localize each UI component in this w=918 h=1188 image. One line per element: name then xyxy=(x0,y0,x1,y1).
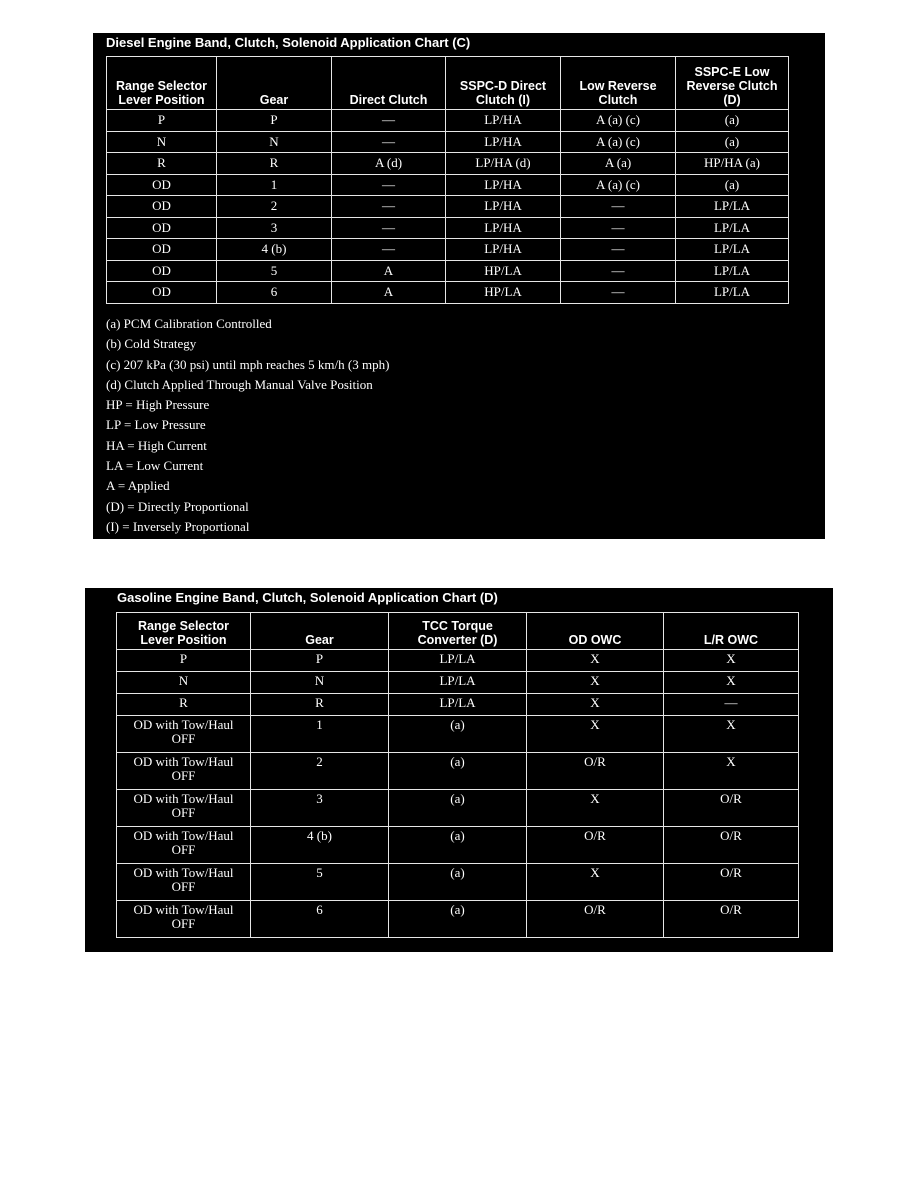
table-cell: P xyxy=(117,650,251,672)
table-cell: OD xyxy=(107,217,217,239)
table-row xyxy=(107,174,789,196)
table-cell: HP/LA xyxy=(446,260,561,282)
table-cell: P xyxy=(107,110,217,132)
table-cell: 5 xyxy=(217,260,332,282)
diesel-header-row xyxy=(107,57,789,110)
table-cell: LP/LA xyxy=(676,217,789,239)
table-cell: OD xyxy=(107,282,217,304)
diesel-header-cell: SSPC-D Direct Clutch (I) xyxy=(446,57,561,110)
table-cell: (a) xyxy=(389,790,527,827)
table-cell: (a) xyxy=(676,174,789,196)
gasoline-header-cell: Gear xyxy=(251,613,389,650)
gasoline-header-cell: OD OWC xyxy=(527,613,664,650)
table-cell: 4 (b) xyxy=(217,239,332,261)
table-cell: A (a) (c) xyxy=(561,174,676,196)
table-cell: LP/HA xyxy=(446,131,561,153)
gasoline-header-cell: TCC Torque Converter (D) xyxy=(389,613,527,650)
table-row xyxy=(117,672,799,694)
gasoline-header-cell: L/R OWC xyxy=(664,613,799,650)
table-cell: O/R xyxy=(664,827,799,864)
table-cell: R xyxy=(117,694,251,716)
table-row xyxy=(107,153,789,175)
table-cell: — xyxy=(561,217,676,239)
table-cell: P xyxy=(251,650,389,672)
diesel-chart-title: Diesel Engine Band, Clutch, Solenoid Application Chart (C) xyxy=(106,35,471,50)
legend-entry: HP = High Pressure xyxy=(106,397,210,413)
table-row xyxy=(117,827,799,864)
table-cell: X xyxy=(527,716,664,753)
table-row xyxy=(117,790,799,827)
table-cell: OD with Tow/Haul OFF xyxy=(117,901,251,938)
table-row xyxy=(107,217,789,239)
table-cell: — xyxy=(664,694,799,716)
table-cell: (a) xyxy=(676,110,789,132)
table-cell: X xyxy=(664,672,799,694)
diesel-header-cell: Low Reverse Clutch xyxy=(561,57,676,110)
table-cell: (a) xyxy=(389,901,527,938)
table-cell: 2 xyxy=(217,196,332,218)
table-cell: O/R xyxy=(527,753,664,790)
legend-entry: (I) = Inversely Proportional xyxy=(106,518,250,534)
table-cell: LP/LA xyxy=(676,239,789,261)
table-cell: OD with Tow/Haul OFF xyxy=(117,864,251,901)
table-cell: — xyxy=(332,174,446,196)
table-cell: OD with Tow/Haul OFF xyxy=(117,753,251,790)
table-cell: LP/HA xyxy=(446,110,561,132)
table-row xyxy=(107,131,789,153)
gasoline-chart-panel xyxy=(85,588,833,952)
diesel-header-cell: SSPC-E Low Reverse Clutch (D) xyxy=(676,57,789,110)
table-cell: A xyxy=(332,282,446,304)
table-row xyxy=(117,753,799,790)
table-cell: LP/LA xyxy=(389,694,527,716)
footnote: (d) Clutch Applied Through Manual Valve Position xyxy=(106,376,373,392)
table-cell: LP/LA xyxy=(389,672,527,694)
table-cell: X xyxy=(527,864,664,901)
legend-entry: A = Applied xyxy=(106,478,170,494)
table-cell: A (a) xyxy=(561,153,676,175)
table-cell: — xyxy=(561,260,676,282)
legend-entry: (D) = Directly Proportional xyxy=(106,498,249,514)
table-cell: P xyxy=(217,110,332,132)
diesel-notes xyxy=(106,314,389,537)
table-row xyxy=(117,650,799,672)
table-cell: O/R xyxy=(527,901,664,938)
diesel-header-cell: Direct Clutch xyxy=(332,57,446,110)
table-cell: R xyxy=(251,694,389,716)
table-row xyxy=(107,110,789,132)
table-cell: X xyxy=(527,790,664,827)
table-cell: 6 xyxy=(217,282,332,304)
table-cell: (a) xyxy=(389,716,527,753)
table-cell: — xyxy=(332,131,446,153)
table-cell: A xyxy=(332,260,446,282)
table-cell: LP/HA xyxy=(446,174,561,196)
table-row xyxy=(107,260,789,282)
table-cell: O/R xyxy=(664,901,799,938)
table-cell: (a) xyxy=(389,827,527,864)
table-cell: X xyxy=(527,694,664,716)
footnote: (b) Cold Strategy xyxy=(106,336,197,352)
table-cell: 3 xyxy=(217,217,332,239)
table-cell: OD xyxy=(107,174,217,196)
table-cell: (a) xyxy=(389,864,527,901)
table-cell: OD with Tow/Haul OFF xyxy=(117,716,251,753)
table-row xyxy=(107,239,789,261)
table-cell: LP/LA xyxy=(676,196,789,218)
table-row xyxy=(117,901,799,938)
gasoline-chart-title: Gasoline Engine Band, Clutch, Solenoid Application Chart (D) xyxy=(117,590,498,605)
table-cell: O/R xyxy=(664,864,799,901)
table-cell: 1 xyxy=(217,174,332,196)
table-cell: OD with Tow/Haul OFF xyxy=(117,827,251,864)
table-cell: (a) xyxy=(389,753,527,790)
table-cell: HP/HA (a) xyxy=(676,153,789,175)
legend-entry: LP = Low Pressure xyxy=(106,417,206,433)
table-cell: O/R xyxy=(527,827,664,864)
table-cell: 1 xyxy=(251,716,389,753)
table-cell: LP/LA xyxy=(676,260,789,282)
table-cell: 6 xyxy=(251,901,389,938)
table-cell: A (a) (c) xyxy=(561,110,676,132)
table-cell: X xyxy=(664,753,799,790)
diesel-table xyxy=(106,56,789,304)
table-cell: X xyxy=(664,716,799,753)
table-cell: (a) xyxy=(676,131,789,153)
table-cell: A (a) (c) xyxy=(561,131,676,153)
table-cell: N xyxy=(117,672,251,694)
table-row xyxy=(117,716,799,753)
footnote: (a) PCM Calibration Controlled xyxy=(106,316,272,331)
table-cell: 2 xyxy=(251,753,389,790)
table-cell: X xyxy=(527,672,664,694)
table-cell: R xyxy=(217,153,332,175)
gasoline-table xyxy=(116,612,799,938)
table-cell: A (d) xyxy=(332,153,446,175)
table-cell: N xyxy=(107,131,217,153)
table-cell: N xyxy=(251,672,389,694)
table-row xyxy=(107,196,789,218)
footnote: (c) 207 kPa (30 psi) until mph reaches 5 km/h (3 mph) xyxy=(106,356,390,372)
table-cell: LP/LA xyxy=(676,282,789,304)
gasoline-header-cell: Range Selector Lever Position xyxy=(117,613,251,650)
table-cell: 5 xyxy=(251,864,389,901)
legend-entry: LA = Low Current xyxy=(106,458,204,474)
table-cell: OD xyxy=(107,260,217,282)
table-cell: HP/LA xyxy=(446,282,561,304)
table-cell: LP/HA (d) xyxy=(446,153,561,175)
table-cell: — xyxy=(332,217,446,239)
table-row xyxy=(117,694,799,716)
legend-entry: HA = High Current xyxy=(106,437,207,453)
table-cell: — xyxy=(332,239,446,261)
table-cell: — xyxy=(332,196,446,218)
table-cell: X xyxy=(527,650,664,672)
table-cell: — xyxy=(561,239,676,261)
diesel-header-cell: Range Selector Lever Position xyxy=(107,57,217,110)
diesel-header-cell: Gear xyxy=(217,57,332,110)
table-cell: LP/HA xyxy=(446,239,561,261)
table-cell: LP/HA xyxy=(446,217,561,239)
table-row xyxy=(117,864,799,901)
table-row xyxy=(107,282,789,304)
diesel-chart-panel xyxy=(93,33,825,539)
table-cell: OD with Tow/Haul OFF xyxy=(117,790,251,827)
table-cell: O/R xyxy=(664,790,799,827)
table-cell: LP/LA xyxy=(389,650,527,672)
table-cell: — xyxy=(561,282,676,304)
table-cell: LP/HA xyxy=(446,196,561,218)
table-cell: OD xyxy=(107,239,217,261)
table-cell: 3 xyxy=(251,790,389,827)
table-cell: R xyxy=(107,153,217,175)
table-cell: 4 (b) xyxy=(251,827,389,864)
table-cell: N xyxy=(217,131,332,153)
table-cell: OD xyxy=(107,196,217,218)
table-cell: X xyxy=(664,650,799,672)
table-cell: — xyxy=(561,196,676,218)
table-cell: — xyxy=(332,110,446,132)
gasoline-header-row xyxy=(117,613,799,650)
